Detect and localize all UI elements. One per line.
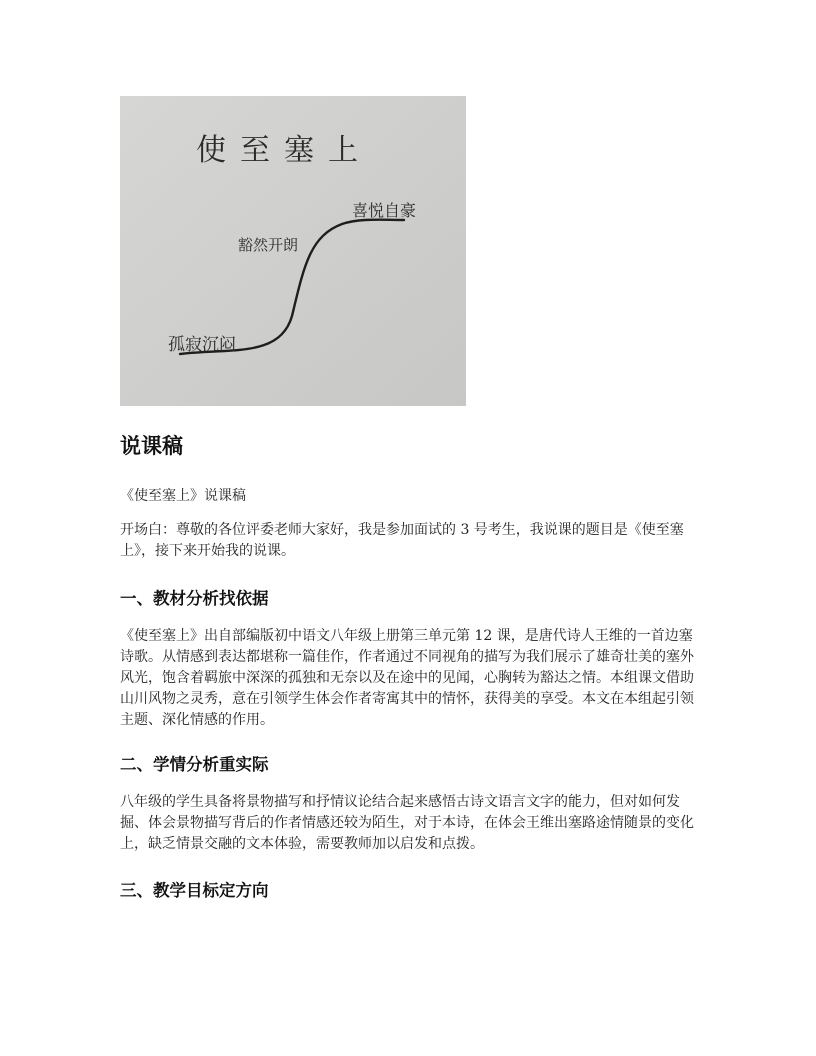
- section-2-title: 二、学情分析重实际: [120, 755, 269, 774]
- intro-paragraph: 开场白：尊敬的各位评委老师大家好，我是参加面试的 3 号考生，我说课的题目是《使至塞上》，接下来开始我的说课。: [120, 522, 684, 559]
- label-start: 孤寂沉闷: [168, 335, 236, 355]
- page-heading: 说课稿: [120, 434, 183, 458]
- section-1-body: 《使至塞上》出自部编版初中语文八年级上册第三单元第 12 课，是唐代诗人王维的一首边塞诗歌。从情感到表达都堪称一篇佳作，作者通过不同视角的描写为我们展示了雄奇壮美的塞外风光，饱含着羁旅中深深的孤独和无奈以及在途中的见闻，心胸转为豁达之情。本组课文借助山川风物之灵秀，意在引领学生体会作者寄寓其中的情怀，获得美的享受。本文在本组起引领主题、深化情感的作用。: [120, 628, 694, 728]
- section-3-title: 三、教学目标定方向: [120, 881, 269, 900]
- diagram-title: 使至塞上: [196, 133, 372, 168]
- label-middle: 豁然开朗: [238, 236, 299, 254]
- document-subtitle: 《使至塞上》说课稿: [120, 488, 246, 504]
- section-2-body: 八年级的学生具备将景物描写和抒情议论结合起来感悟古诗文语言文字的能力，但对如何发掘、体会景物描写背后的作者情感还较为陌生，对于本诗，在体会王维出塞路途情随景的变化上，缺乏情景交融的文本体验，需要教师加以启发和点拨。: [120, 794, 694, 852]
- handwritten-diagram-photo: [120, 96, 466, 406]
- section-1-title: 一、教材分析找依据: [120, 589, 269, 608]
- label-end: 喜悦自豪: [352, 201, 417, 220]
